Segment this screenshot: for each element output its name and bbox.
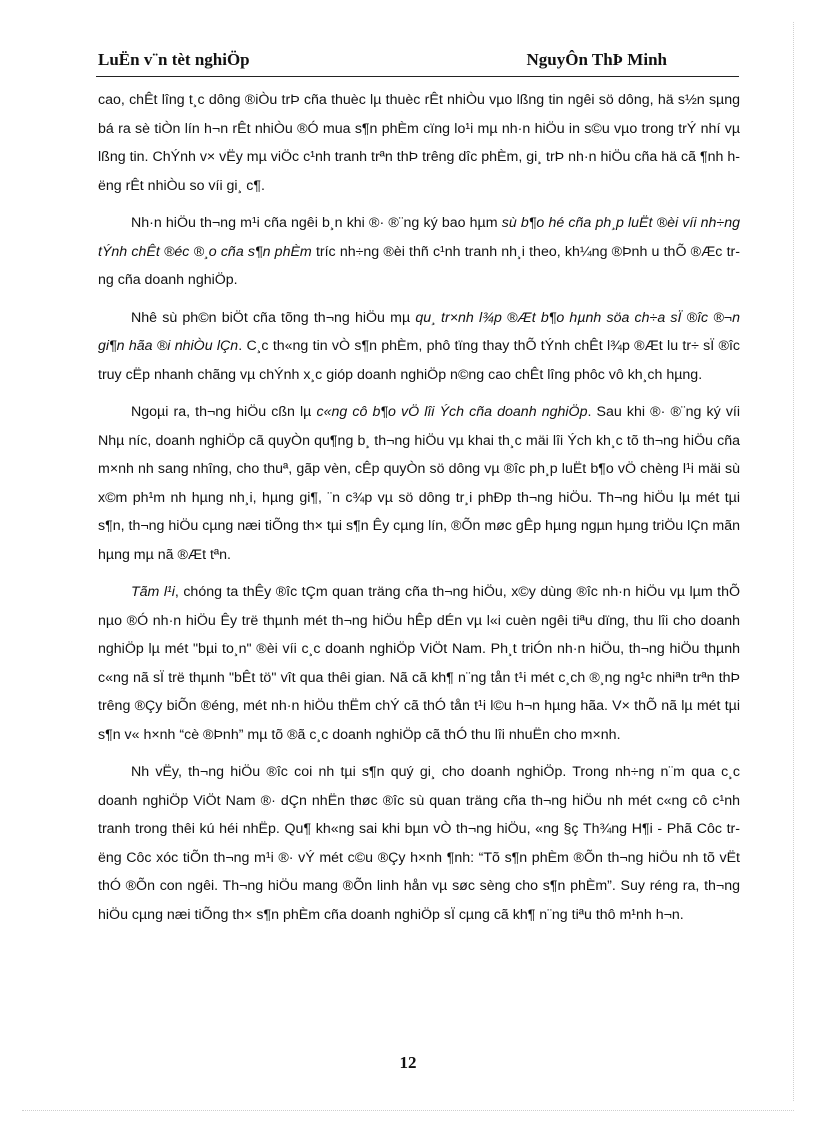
text-segment: Nh·n hiÖu th¬ng m¹i cña ngêi b¸n khi ®· ®¨ng ký bao hµm xyxy=(131,215,502,231)
text-segment: Nh vËy, th¬ng hiÖu ®îc coi nh tµi s¶n quý gi¸ cho doanh nghiÖp. Trong nh÷ng n¨m qua c¸c doanh nghiÖp ViÖt Nam ®· dÇn nhËn thøc ®îc sù quan träng cña th¬ng hiÖu nh mét c«ng cô c¹nh tranh trong thêi kú héi nhËp. Qu¶ kh«ng sai khi bµn vÒ th¬ng hiÖu, «ng §ç Th¾ng H¶i - Phã Côc trëng Côc xóc tiÕn th¬ng m¹i ®· vÝ mét c©u ®Çy h×nh ¶nh: “Tõ s¶n phÈm ®Õn th¬ng hiÖu nh tõ vËt thÓ ®Õn con ngêi. Th¬ng hiÖu mang ®Õn linh hån vµ søc sèng cho s¶n phÈm”. Suy réng ra, th¬ng hiÖu cµng næi tiÕng th× s¶n phÈm cña doanh nghiÖp sÏ cµng cã kh¶ n¨ng tiªu thô m¹nh h¬n. xyxy=(98,764,740,923)
italic-text-segment: c«ng cô b¶o vÖ lîi Ých cña doanh nghiÖp xyxy=(316,404,588,420)
document-body xyxy=(98,86,740,938)
text-segment: Ngoµi ra, th¬ng hiÖu cßn lµ xyxy=(131,404,317,420)
paragraph xyxy=(98,209,740,295)
page-header xyxy=(96,50,739,77)
paragraph xyxy=(98,758,740,929)
italic-text-segment: sù b¶o hé cña ph¸p luËt ®èi víi nh÷ng tÝnh chÊt ®éc ®¸o cña s¶n phÈm xyxy=(98,215,740,260)
page-boundary-right xyxy=(793,22,794,1101)
paragraph xyxy=(98,304,740,390)
text-segment: tríc nh÷ng ®èi thñ c¹nh tranh nh¸i theo, kh¼ng ®Þnh u thÕ ®Æc trng cña doanh nghiÖp. xyxy=(98,243,740,288)
page-boundary-bottom xyxy=(22,1110,794,1111)
italic-text-segment: qu¸ tr×nh l¾p ®Æt b¶o hµnh söa ch÷a sÏ ®îc ®¬n gi¶n hãa ®i nhiÒu lÇn xyxy=(98,309,740,354)
text-segment: Nhê sù ph©n biÖt cña tõng th¬ng hiÖu mµ xyxy=(131,309,416,326)
paragraph xyxy=(98,398,740,569)
page-number: 12 xyxy=(399,1053,417,1072)
text-segment: . C¸c th«ng tin vÒ s¶n phÈm, phô tïng thay thÕ tÝnh chÊt l¾p ®Æt lu tr÷ sÏ ®îc truy cËp nhanh chãng vµ chÝnh x¸c gióp doanh nghiÖp n©ng cao chÊt lîng phôc vô kh¸ch hµng. xyxy=(98,338,740,383)
italic-text-segment: Tãm l¹i xyxy=(131,584,175,600)
text-segment: cao, chÊt lîng t¸c dông ®iÒu trÞ cña thuèc lµ thuèc rÊt nhiÒu vµo lßng tin ngêi sö dông, hä s½n sµng bá ra sè tiÒn lín h¬n rÊt nhiÒu ®Ó mua s¶n phÈm cïng lo¹i mµ nh·n hiÖu in s©u vµo trong trÝ nhí vµ lßng tin. ChÝnh v× vËy mµ viÖc c¹nh tranh trªn thÞ trêng dîc phÈm, gi¸ trÞ nh·n hiÖu cña hä cã ¶nh hëng rÊt nhiÒu so víi gi¸ c¶. xyxy=(98,92,740,194)
header-author-name: NguyÔn ThÞ Minh xyxy=(526,50,667,69)
paragraph xyxy=(98,86,740,200)
text-segment: , chóng ta thÊy ®îc tÇm quan träng cña th¬ng hiÖu, x©y dùng ®îc nh·n hiÖu vµ lµm thÕ nµo ®Ó nh·n hiÖu Êy trë thµnh mét th¬ng hiÖu hÊp dÉn vµ l«i cuèn ngêi tiªu dïng, thu lîi cho doanh nghiÖp lµ mét "bµi to¸n" ®èi víi c¸c doanh nghiÖp ViÖt Nam. Ph¸t triÓn nh·n hiÖu, th¬ng hiÖu thµnh c«ng nã sÏ trë thµnh "bÊt tö" vît qua thêi gian. Nã cã kh¶ n¨ng tån t¹i mét c¸ch ®¸ng ng¹c nhiªn trªn thÞ trêng ®Çy biÕn ®éng, mét nh·n hiÖu thËm chÝ cã thÓ tån t¹i l©u h¬n hµng hãa. V× thÕ nã lµ mét tµi s¶n v« h×nh “cè ®Þnh” mµ tõ ®ã c¸c doanh nghiÖp cã thÓ thu lîi nhuËn cho m×nh. xyxy=(98,584,740,743)
header-thesis-title: LuËn v¨n tèt nghiÖp xyxy=(98,50,250,69)
paragraph xyxy=(98,578,740,749)
text-segment: . Sau khi ®· ®¨ng ký víi Nhµ níc, doanh nghiÖp cã quyÒn qu¶ng b¸ th¬ng hiÖu vµ khai th¸c mäi lîi Ých kh¸c tõ th¬ng hiÖu cña m×nh nh sang nhîng, cho thuª, gãp vèn, cÊp quyÒn sö dông vµ ®îc ph¸p luËt b¶o vÖ chèng l¹i mäi sù x©m ph¹m nh hµng nh¸i, hµng gi¶, ¨n c¾p vµ sö dông tr¸i phÐp th¬ng hiÖu. Th¬ng hiÖu lµ mét tµi s¶n, th¬ng hiÖu cµng næi tiÕng th× tµi s¶n Êy cµng lín, ®Õn møc gÊp hµng ngµn hµng triÖu lÇn mãn hµng mµ nã ®Æt tªn. xyxy=(98,404,741,563)
